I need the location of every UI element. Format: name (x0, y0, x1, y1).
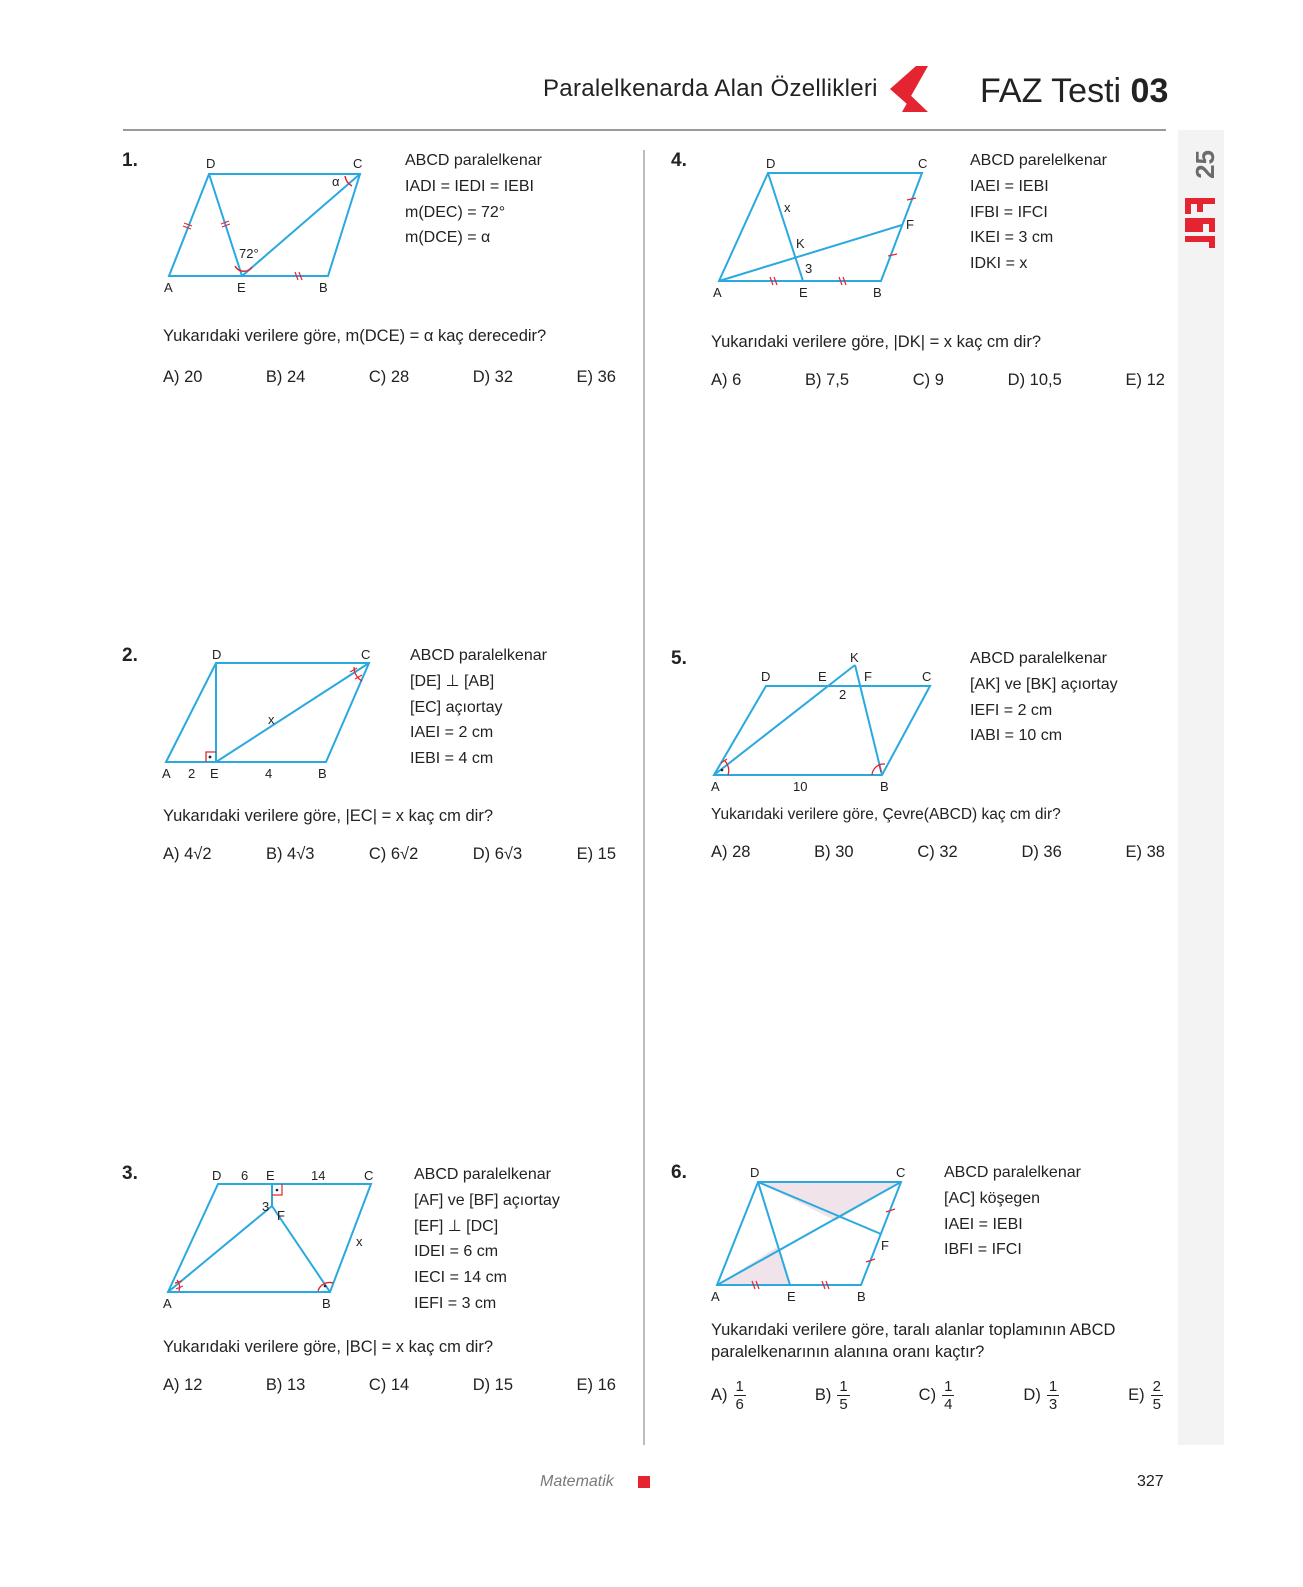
question-3-given (414, 1162, 560, 1317)
q3-label-e: E (266, 1168, 275, 1183)
question-2-number: 2. (122, 645, 138, 666)
q5-label-k: K (850, 650, 859, 665)
question-4-figure (708, 152, 948, 304)
question-2-stem: Yukarıdaki verilere göre, |EC| = x kaç cm dir? (163, 807, 493, 825)
fraction (942, 1378, 954, 1413)
q3-given-line: ABCD paralelkenar (414, 1166, 551, 1183)
question-6-given (944, 1160, 1081, 1263)
q4-given-line: IAEI = IEBI (970, 177, 1049, 195)
q2-label-2: 2 (188, 766, 196, 781)
question-2-figure (158, 645, 398, 787)
q4-given-line: IDKI = x (970, 255, 1028, 273)
q3-given-line: [EF] ⊥ [DC] (414, 1217, 499, 1235)
q3-label-14: 14 (311, 1168, 326, 1183)
question-6-options (711, 1378, 1163, 1413)
q5-label-a: A (711, 779, 720, 794)
q5-label-b: B (880, 779, 889, 794)
option-d[interactable]: D) 6√3 (472, 845, 523, 863)
option-c[interactable] (919, 1378, 955, 1413)
q5-label-c: C (922, 669, 932, 684)
q3-label-3: 3 (262, 1199, 270, 1214)
q2-given-line: [EC] açıortay (410, 698, 503, 716)
option-e[interactable]: E) 36 (576, 368, 616, 386)
q6-label-b: B (857, 1289, 866, 1304)
option-a[interactable]: A) 28 (711, 843, 751, 861)
test-title (980, 72, 1168, 111)
denominator: 5 (839, 1396, 848, 1413)
test-prefix: FAZ Testi (980, 72, 1122, 110)
option-c[interactable]: C) 32 (917, 843, 958, 861)
q3-label-d: D (212, 1168, 222, 1183)
option-b[interactable] (815, 1378, 850, 1413)
question-1-options (163, 368, 616, 387)
numerator: 1 (735, 1378, 744, 1395)
option-a[interactable] (711, 1378, 746, 1413)
denominator: 3 (1048, 1396, 1058, 1413)
option-d[interactable] (1023, 1378, 1059, 1413)
question-3-options (163, 1376, 616, 1395)
question-1-stem: Yukarıdaki verilere göre, m(DCE) = α kaç derecedir? (163, 327, 547, 345)
q3-label-6: 6 (241, 1168, 249, 1183)
q1-given-line: IADI = IEDI = IEBI (405, 177, 534, 195)
q6-given-line: IAEI = IEBI (944, 1215, 1023, 1233)
question-5-number: 5. (671, 648, 687, 669)
question-4-stem: Yukarıdaki verilere göre, |DK| = x kaç cm dir? (711, 333, 1041, 351)
option-b[interactable]: B) 24 (265, 368, 306, 386)
side-tab-number: 25 (1190, 150, 1220, 179)
option-e[interactable]: E) 38 (1125, 843, 1165, 861)
faz-logo-icon (1183, 196, 1219, 250)
question-5-options (711, 843, 1165, 862)
option-c[interactable]: C) 9 (912, 371, 944, 389)
chevron-logo-icon (888, 66, 932, 112)
question-2-given (410, 643, 547, 772)
q2-label-a: A (162, 766, 171, 781)
question-6-figure (706, 1162, 936, 1308)
column-divider (643, 150, 645, 1445)
q2-label-x: x (268, 712, 275, 727)
q1-label-d: D (206, 156, 216, 171)
q2-given-line: IEBI = 4 cm (410, 750, 494, 768)
option-c[interactable]: C) 28 (368, 368, 410, 386)
q6-label-a: A (711, 1289, 720, 1304)
question-6-number: 6. (671, 1162, 687, 1183)
numerator: 2 (1152, 1378, 1161, 1395)
q6-stem-line: paralelkenarının alanına oranı kaçtır? (711, 1343, 985, 1361)
fraction (1047, 1378, 1059, 1413)
question-1-figure (160, 152, 400, 300)
option-a[interactable]: A) 12 (163, 1376, 203, 1394)
q1-label-72: 72° (239, 246, 259, 261)
option-e[interactable] (1128, 1378, 1163, 1413)
option-d[interactable]: D) 32 (472, 368, 514, 386)
q2-label-e: E (210, 766, 219, 781)
denominator: 6 (735, 1396, 744, 1413)
q1-label-e: E (237, 280, 246, 295)
q1-given-line: m(DEC) = 72° (405, 203, 506, 221)
q6-given-line: ABCD paralelkenar (944, 1164, 1081, 1181)
q6-label-e: E (787, 1289, 796, 1304)
q2-label-c: C (361, 647, 371, 662)
question-3-stem: Yukarıdaki verilere göre, |BC| = x kaç cm dir? (163, 1338, 493, 1356)
option-letter: D) (1023, 1385, 1041, 1404)
option-d[interactable]: D) 10,5 (1007, 371, 1062, 389)
q1-label-b: B (319, 280, 328, 295)
page-number: 327 (1137, 1473, 1164, 1490)
q4-given-line: ABCD parelelkenar (970, 152, 1107, 169)
q2-label-d: D (212, 647, 222, 662)
option-d[interactable]: D) 15 (472, 1376, 514, 1394)
q1-label-alpha: α (332, 174, 340, 189)
option-e[interactable]: E) 16 (576, 1376, 616, 1394)
q3-given-line: IECI = 14 cm (414, 1269, 507, 1287)
q1-label-c: C (353, 156, 363, 171)
q3-given-line: [AF] ve [BF] açıortay (414, 1191, 560, 1209)
question-6-stem (711, 1319, 1115, 1363)
q3-label-b: B (322, 1296, 331, 1311)
option-letter: B) (814, 1385, 832, 1404)
question-3-figure (160, 1164, 400, 1316)
q5-given-line: [AK] ve [BK] açıortay (970, 675, 1118, 693)
question-2-options (163, 845, 616, 864)
q6-stem-line: Yukarıdaki verilere göre, taralı alanlar toplamının ABCD (711, 1321, 1116, 1339)
q6-label-f: F (881, 1238, 889, 1253)
q2-label-b: B (318, 766, 327, 781)
q4-given-line: IFBI = IFCI (970, 203, 1048, 221)
q3-label-a: A (163, 1296, 172, 1311)
q1-label-a: A (164, 280, 173, 295)
q5-label-f: F (864, 669, 872, 684)
q4-label-e: E (799, 285, 808, 300)
q5-label-d: D (761, 669, 771, 684)
q2-given-line: ABCD paralelkenar (410, 647, 547, 664)
q6-given-line: IBFI = IFCI (944, 1241, 1022, 1259)
q5-given-line: IABI = 10 cm (970, 727, 1063, 745)
q6-label-c: C (896, 1165, 906, 1180)
q5-label-e: E (818, 669, 827, 684)
option-e[interactable]: E) 15 (576, 845, 616, 863)
q4-label-c: C (918, 156, 928, 171)
question-5-stem: Yukarıdaki verilere göre, Çevre(ABCD) kaç cm dir? (711, 806, 1061, 823)
option-letter: E) (1128, 1385, 1145, 1404)
q4-label-k: K (796, 236, 805, 251)
q1-given-line: m(DCE) = α (405, 229, 491, 247)
q4-label-3: 3 (805, 261, 813, 276)
q4-label-a: A (713, 285, 722, 300)
question-1-given (405, 148, 542, 251)
q2-given-line: [DE] ⊥ [AB] (410, 672, 495, 690)
denominator: 5 (1152, 1396, 1161, 1413)
q5-label-10: 10 (793, 779, 808, 794)
q4-label-x: x (784, 200, 791, 215)
footer-subject: Matematik (540, 1473, 614, 1490)
page-section-title: Paralelkenarda Alan Özellikleri (543, 75, 878, 102)
question-3-number: 3. (122, 1163, 138, 1184)
q6-given-line: [AC] köşegen (944, 1189, 1041, 1207)
option-d[interactable]: D) 36 (1021, 843, 1062, 861)
q1-given-line: ABCD paralelkenar (405, 152, 542, 169)
fraction (837, 1378, 849, 1413)
q4-label-b: B (873, 285, 882, 300)
q4-label-d: D (766, 156, 776, 171)
q2-label-4: 4 (265, 766, 273, 781)
test-number: 03 (1130, 72, 1169, 110)
numerator: 1 (944, 1378, 953, 1395)
footer-square-icon (638, 1476, 650, 1488)
option-c[interactable]: C) 6√2 (368, 845, 419, 863)
denominator: 4 (944, 1396, 953, 1413)
q4-label-f: F (906, 217, 914, 232)
q3-given-line: IEFI = 3 cm (414, 1294, 497, 1312)
option-b[interactable]: B) 30 (814, 843, 854, 861)
fraction (1151, 1378, 1163, 1413)
question-5-figure (706, 648, 946, 798)
q3-label-c: C (364, 1168, 374, 1183)
q5-label-2: 2 (839, 687, 847, 702)
question-1-number: 1. (122, 150, 138, 171)
q3-label-x: x (356, 1234, 363, 1249)
q5-given-line: ABCD paralelkenar (970, 650, 1107, 667)
option-e[interactable]: E) 12 (1125, 371, 1165, 389)
q5-given-line: IEFI = 2 cm (970, 701, 1053, 719)
option-b[interactable]: B) 13 (265, 1376, 306, 1394)
q3-label-f: F (277, 1208, 285, 1223)
option-c[interactable]: C) 14 (368, 1376, 410, 1394)
q6-label-d: D (750, 1165, 760, 1180)
option-letter: A) (711, 1385, 728, 1404)
header-divider (123, 129, 1166, 131)
question-4-options (711, 371, 1165, 390)
q4-given-line: IKEI = 3 cm (970, 229, 1054, 247)
option-a[interactable]: A) 6 (711, 371, 742, 389)
option-a[interactable]: A) 20 (163, 368, 203, 386)
option-a[interactable]: A) 4√2 (163, 845, 212, 863)
option-letter: C) (918, 1385, 937, 1404)
q2-given-line: IAEI = 2 cm (410, 724, 494, 742)
option-b[interactable]: B) 7,5 (805, 371, 850, 389)
numerator: 1 (839, 1378, 848, 1395)
side-tab (1178, 130, 1224, 1445)
fraction (734, 1378, 746, 1413)
q3-given-line: IDEI = 6 cm (414, 1243, 499, 1261)
question-4-number: 4. (671, 150, 687, 171)
numerator: 1 (1048, 1378, 1058, 1395)
option-b[interactable]: B) 4√3 (265, 845, 315, 863)
question-4-given (970, 148, 1107, 277)
question-5-given (970, 646, 1118, 749)
